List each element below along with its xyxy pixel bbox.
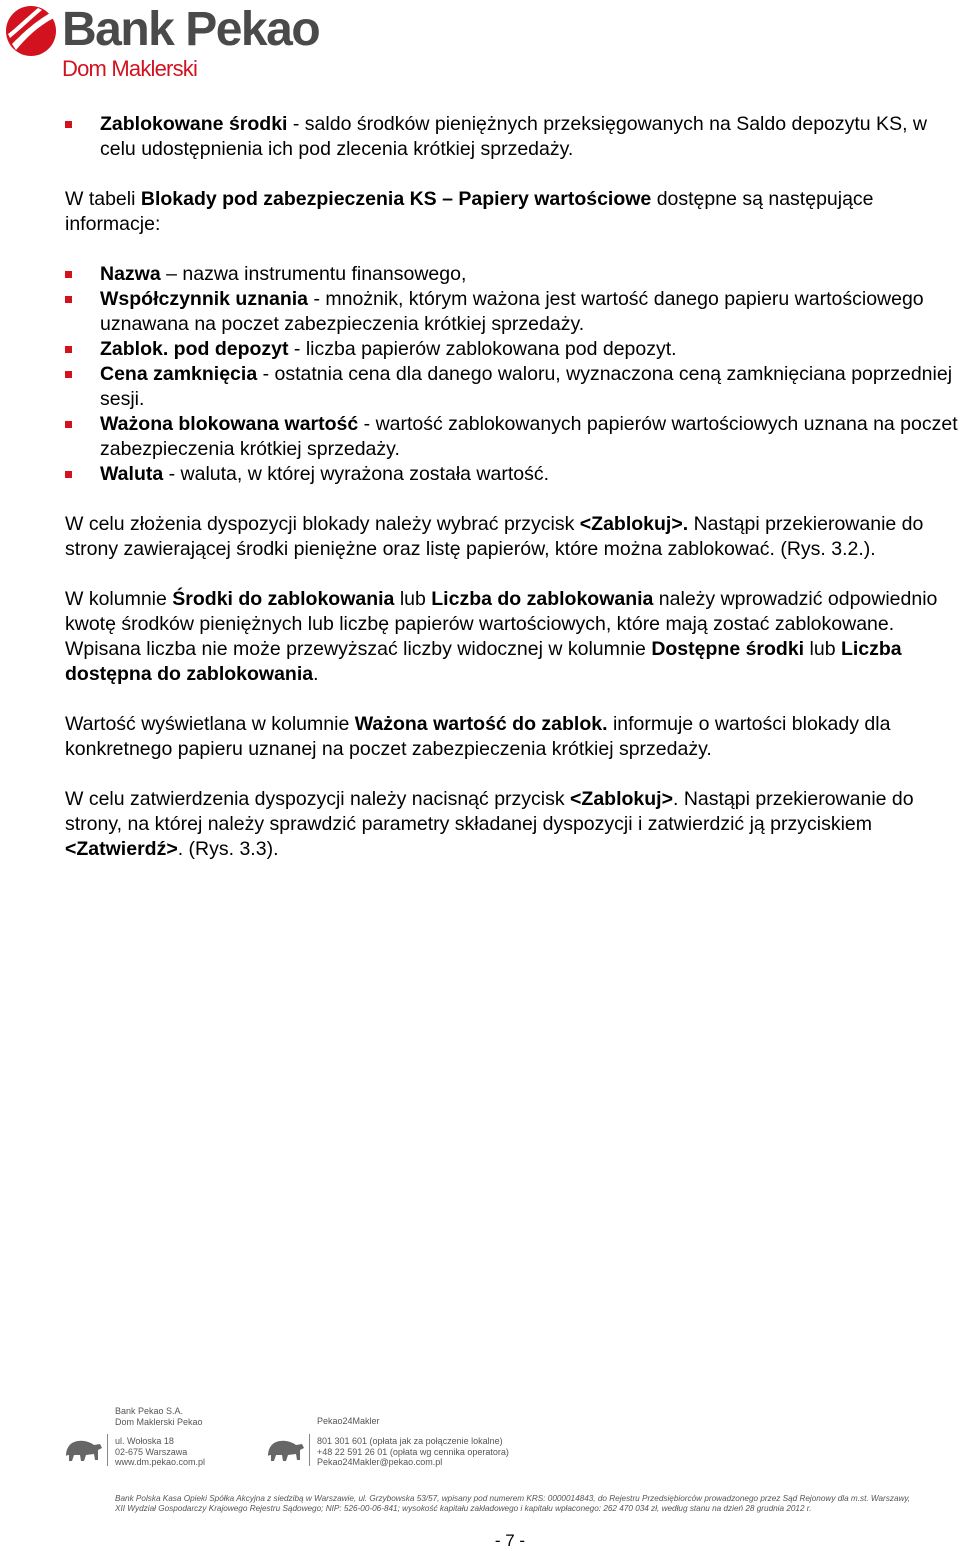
- paragraph-block-instruction: W celu złożenia dyspozycji blokady należy wybrać przycisk <Zablokuj>. Nastąpi przekierowanie do strony zawierającej środki pieniężne oraz listę papierów, które można zablokować. (Rys. 3.2.).: [65, 513, 924, 560]
- list-item: Cena zamknięcia - ostatnia cena dla danego waloru, wyznaczona ceną zamknięciana poprzedniej sesji.: [65, 362, 960, 412]
- square-bullet-icon: [65, 296, 72, 303]
- bank-pekao-logo: [4, 4, 334, 84]
- list-item: Współczynnik uznania - mnożnik, którym ważona jest wartość danego papieru wartościowego uznawana na poczet zabezpieczenia krótkiej sprzedaży.: [65, 287, 960, 337]
- column-definition-list: [65, 262, 960, 487]
- paragraph-columns-instruction: W kolumnie Środki do zablokowania lub Liczba do zablokowania należy wprowadzić odpowiednio kwotę środków pieniężnych lub liczbę papierów wartościowych, które mają zostać zablokowane. Wpisana liczba nie może przewyższać liczby widocznej w kolumnie Dostępne środki lub Liczba dostępna do zablokowania.: [65, 588, 938, 685]
- bank-pekao-logo-mark-icon: [4, 4, 58, 58]
- square-bullet-icon: [65, 121, 72, 128]
- footer-address: ul. Wołoska 18 02-675 Warszawa www.dm.pekao.com.pl: [115, 1436, 206, 1467]
- list-item: Zablok. pod depozyt - liczba papierów zablokowana pod depozyt.: [65, 337, 960, 362]
- paragraph-confirm-instruction: W celu zatwierdzenia dyspozycji należy nacisnąć przycisk <Zablokuj>. Nastąpi przekierowanie do strony, na której należy sprawdzić parametry składanej dyspozycji i zatwierdzić ją przyciskiem <Zatwierdź>. (Rys. 3.3).: [65, 788, 914, 860]
- page-footer: [0, 1400, 960, 1548]
- intro-paragraph: W tabeli Blokady pod zabezpieczenia KS – Papiery wartościowe dostępne są następujące informacje:: [65, 188, 874, 235]
- footer-p24-contact: 801 301 601 (opłata jak za połączenie lokalne) +48 22 591 26 01 (opłata wg cennika operatora) Pekao24Makler@pekao.com.pl: [317, 1436, 509, 1467]
- page-number: - 7 -: [494, 1531, 526, 1550]
- footer-p24-title: Pekao24Makler: [317, 1416, 380, 1426]
- list-item: Waluta - waluta, w której wyrażona została wartość.: [65, 462, 960, 487]
- square-bullet-icon: [65, 371, 72, 378]
- logo-subtitle: Dom Maklerski: [62, 56, 198, 81]
- list-item: Nazwa – nazwa instrumentu finansowego,: [65, 262, 960, 287]
- footer-company: Bank Pekao S.A. Dom Maklerski Pekao: [115, 1406, 203, 1427]
- square-bullet-icon: [65, 346, 72, 353]
- square-bullet-icon: [65, 271, 72, 278]
- footer-legal-notice: Bank Polska Kasa Opieki Spółka Akcyjna z siedzibą w Warszawie, ul. Grzybowska 53/57, wpisany pod numerem KRS: 0000014843, do Rejestru Przedsiębiorców prowadzonego przez Sąd Rejonowy dla m.st. Warszawy, XII Wydział Gospodarczy Krajowego Rejestru Sądowego; NIP: 526-00-06-841; wysokość kapitału zakładowego i kapitału wpłaconego: 262 470 034 zł, według stanu na dzień 28 grudnia 2012 r.: [115, 1494, 911, 1513]
- bison-logo-icon: [64, 1436, 104, 1464]
- paragraph-weighted-value: Wartość wyświetlana w kolumnie Ważona wartość do zablok. informuje o wartości blokady dla konkretnego papieru uznanej na poczet zabezpieczenia krótkiej sprzedaży.: [65, 713, 891, 760]
- balance-definition-list: [65, 112, 960, 162]
- square-bullet-icon: [65, 471, 72, 478]
- square-bullet-icon: [65, 421, 72, 428]
- logo-bank-name: Bank Pekao: [62, 3, 320, 56]
- bison-logo-icon: [266, 1436, 306, 1464]
- document-body: [65, 112, 960, 862]
- list-item: Ważona blokowana wartość - wartość zablokowanych papierów wartościowych uznana na poczet zabezpieczenia krótkiej sprzedaży.: [65, 412, 960, 462]
- list-item: Zablokowane środki - saldo środków pieniężnych przeksięgowanych na Saldo depozytu KS, w celu udostępnienia ich pod zlecenia krótkiej sprzedaży.: [65, 112, 960, 162]
